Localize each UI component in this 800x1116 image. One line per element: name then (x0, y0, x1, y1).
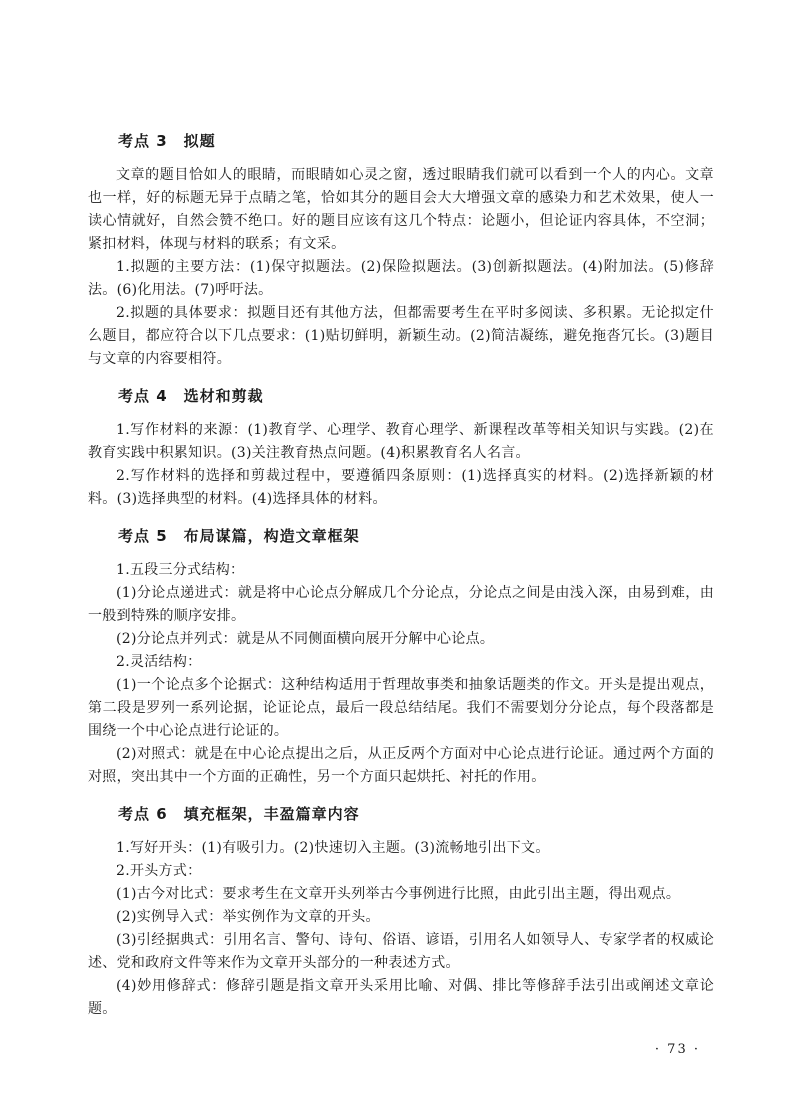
paragraph: 2.拟题的具体要求：拟题目还有其他方法，但都需要考生在平时多阅读、多积累。无论拟定什么题目，都应符合以下几点要求：(1)贴切鲜明，新颖生动。(2)简洁凝练，避免拖沓冗长。(3)题目与文章的内容要相符。 (88, 305, 714, 367)
paragraph: (4)妙用修辞式：修辞引题是指文章开头采用比喻、对偶、排比等修辞手法引出或阐述文章论题。 (88, 978, 714, 1017)
paragraph: (2)对照式：就是在中心论点提出之后，从正反两个方面对中心论点进行论证。通过两个方面的对照，突出其中一个方面的正确性，另一个方面只起烘托、衬托的作用。 (88, 746, 714, 785)
paragraph: (2)实例导入式：举实例作为文章的开头。 (116, 909, 380, 925)
page-content (88, 130, 714, 1035)
paragraph: 文章的题目恰如人的眼睛，而眼睛如心灵之窗，透过眼睛我们就可以看到一个人的内心。文章也一样，好的标题无异于点睛之笔，恰如其分的题目会大大增强文章的感染力和艺术效果，使人一读心情就好，自然会赞不绝口。好的题目应该有这几个特点：论题小，但论证内容具体，不空洞；紧扣材料，体现与材料的联系；有文采。 (88, 167, 714, 252)
section-kaodian-4 (88, 385, 714, 511)
paragraph: 2.写作材料的选择和剪裁过程中，要遵循四条原则：(1)选择真实的材料。(2)选择新颖的材料。(3)选择典型的材料。(4)选择具体的材料。 (88, 468, 714, 507)
page-number: · 73 · (654, 1042, 700, 1057)
section-kaodian-6 (88, 803, 714, 1021)
section-title: 考点 4 选材和剪裁 (118, 387, 264, 405)
paragraph: 1.写作材料的来源：(1)教育学、心理学、教育心理学、新课程改革等相关知识与实践。(2)在教育实践中积累知识。(3)关注教育热点问题。(4)积累教育名人名言。 (88, 422, 714, 461)
paragraph: (3)引经据典式：引用名言、警句、诗句、俗语、谚语，引用名人如领导人、专家学者的权威论述、党和政府文件等来作为文章开头部分的一种表述方式。 (88, 932, 714, 971)
paragraph: (1)古今对比式：要求考生在文章开头列举古今事例进行比照，由此引出主题，得出观点。 (116, 886, 681, 902)
section-title: 考点 5 布局谋篇，构造文章框架 (118, 527, 360, 545)
section-kaodian-5 (88, 525, 714, 789)
section-title: 考点 6 填充框架，丰盈篇章内容 (118, 805, 360, 823)
paragraph: 1.写好开头：(1)有吸引力。(2)快速切入主题。(3)流畅地引出下文。 (116, 840, 550, 856)
paragraph: (2)分论点并列式：就是从不同侧面横向展开分解中心论点。 (116, 631, 495, 647)
paragraph: (1)一个论点多个论据式：这种结构适用于哲理故事类和抽象话题类的作文。开头是提出观点，第二段是罗列一系列论据，论证论点，最后一段总结结尾。我们不需要划分分论点，每个段落都是围绕一个中心论点进行论证的。 (88, 677, 714, 739)
paragraph: 1.五段三分式结构： (116, 562, 245, 578)
paragraph: (1)分论点递进式：就是将中心论点分解成几个分论点，分论点之间是由浅入深，由易到难，由一般到特殊的顺序安排。 (88, 585, 714, 624)
paragraph: 2.灵活结构： (116, 654, 202, 670)
section-title: 考点 3 拟题 (118, 132, 216, 150)
paragraph: 1.拟题的主要方法：(1)保守拟题法。(2)保险拟题法。(3)创新拟题法。(4)附加法。(5)修辞法。(6)化用法。(7)呼吁法。 (88, 259, 714, 298)
section-kaodian-3 (88, 130, 714, 371)
paragraph: 2.开头方式： (116, 863, 202, 879)
